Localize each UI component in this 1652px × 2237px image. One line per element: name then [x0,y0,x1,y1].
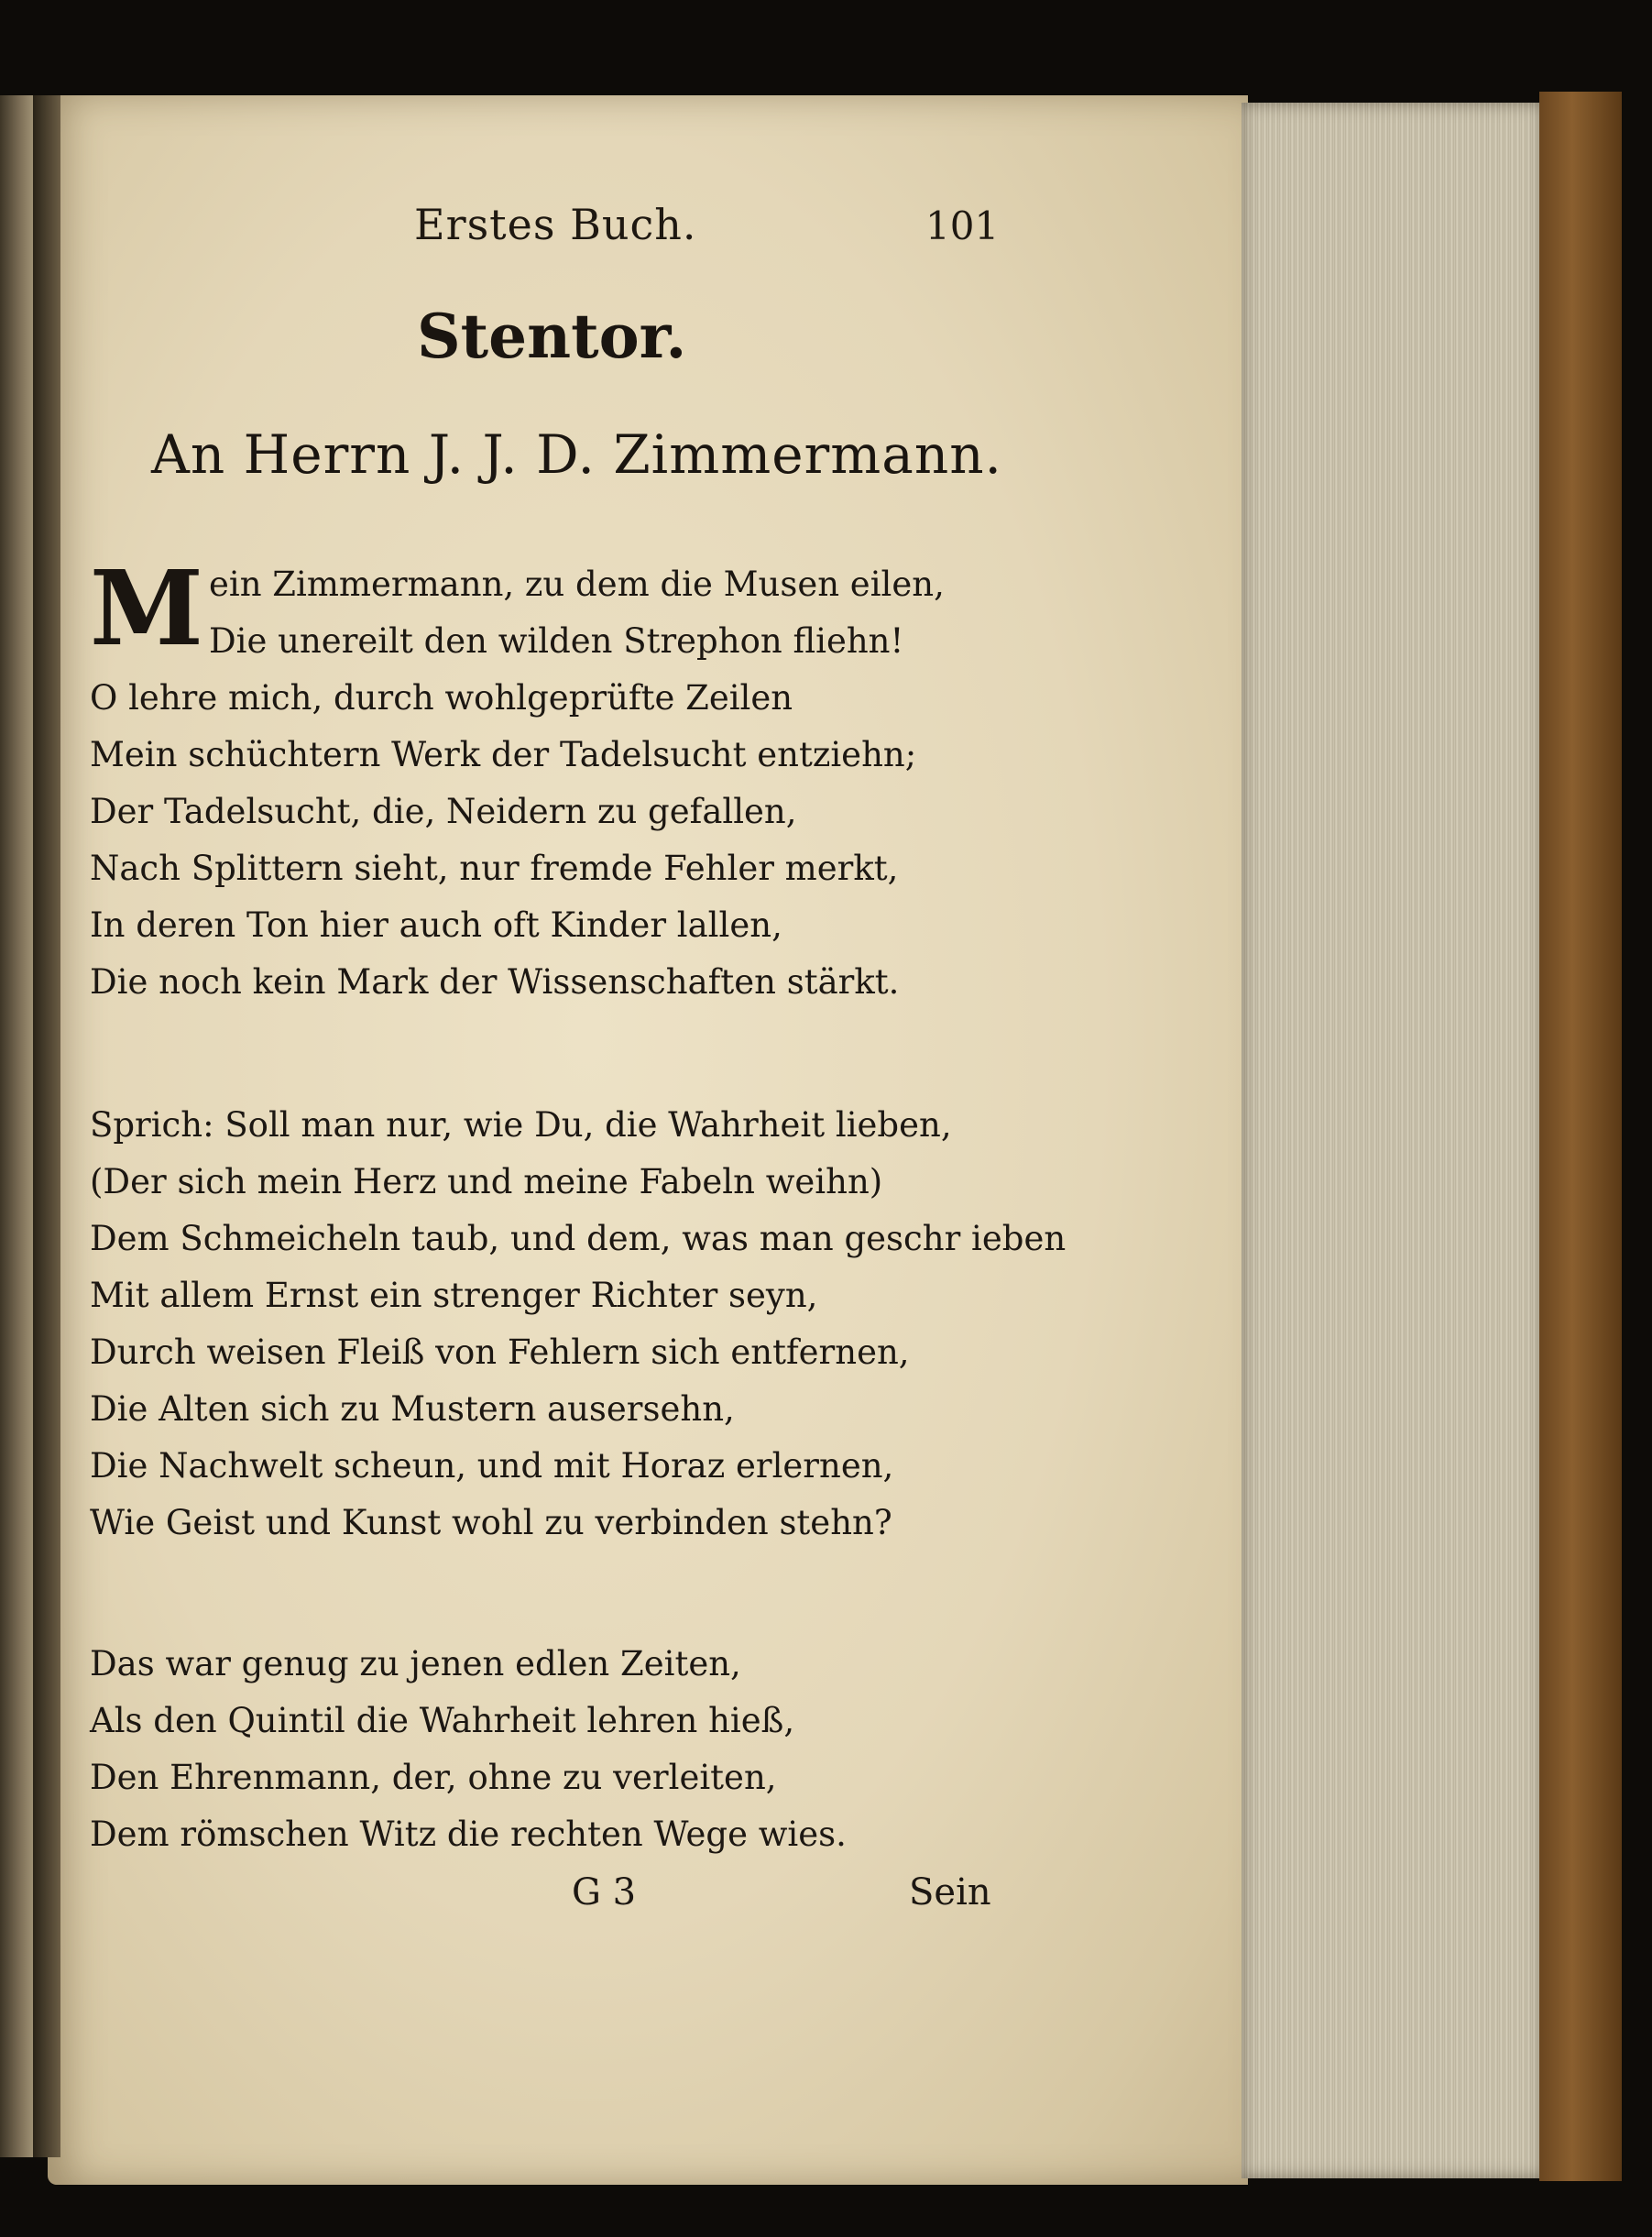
verse-line: Die Nachwelt scheun, und mit Horaz erlernen, [90,1446,894,1486]
verse-line: Den Ehrenmann, der, ohne zu verleiten, [90,1758,777,1797]
page-edges [1242,103,1544,2178]
catchword: Sein [909,1871,991,1914]
verse-line: Wie Geist und Kunst wohl zu verbinden stehn? [90,1503,892,1542]
verse-line: O lehre mich, durch wohlgeprüfte Zeilen [90,678,793,718]
drop-cap: M [90,549,203,669]
verse-line: In deren Ton hier auch oft Kinder lallen, [90,905,782,945]
verse-line: Mein schüchtern Werk der Tadelsucht entziehn; [90,735,917,774]
running-head [48,200,1248,264]
page-number: 101 [925,203,1000,248]
verse-line: Der Tadelsucht, die, Neidern zu gefallen, [90,792,797,831]
book-cover-edge [1539,92,1622,2181]
stanza-1 [90,549,945,1011]
verse-line: Durch weisen Fleiß von Fehlern sich entfernen, [90,1332,910,1372]
verse-line: Dem Schmeicheln taub, und dem, was man geschr ieben [90,1219,1067,1258]
verse-line: Die noch kein Mark der Wissenschaften stärkt. [90,962,900,1002]
verse-line: Die unereilt den wilden Strephon fliehn! [208,621,904,661]
verse-line: Dem römschen Witz die rechten Wege wies. [90,1815,847,1854]
verse-line: Als den Quintil die Wahrheit lehren hieß, [90,1701,795,1740]
verse-line: (Der sich mein Herz und meine Fabeln weihn) [90,1162,883,1201]
stanza-3 [90,1636,847,1863]
stanza-2 [90,1097,1066,1552]
poem-dedication: An Herrn J. J. D. Zimmermann. [151,423,1002,486]
verse-line: ein Zimmermann, zu dem die Musen eilen, [208,565,945,604]
verse-line: Die Alten sich zu Mustern ausersehn, [90,1389,735,1429]
running-title: Erstes Buch. [414,200,697,249]
book-gutter [33,95,60,2157]
verse-line: Das war genug zu jenen edlen Zeiten, [90,1644,741,1683]
poem-title: Stentor. [417,301,687,372]
page-footer [48,1871,1248,1926]
verse-line: Sprich: Soll man nur, wie Du, die Wahrheit lieben, [90,1105,952,1145]
verse-line: Mit allem Ernst ein strenger Richter seyn, [90,1276,818,1315]
verse-line: Nach Splittern sieht, nur fremde Fehler merkt, [90,849,899,888]
signature-mark: G 3 [572,1871,637,1914]
